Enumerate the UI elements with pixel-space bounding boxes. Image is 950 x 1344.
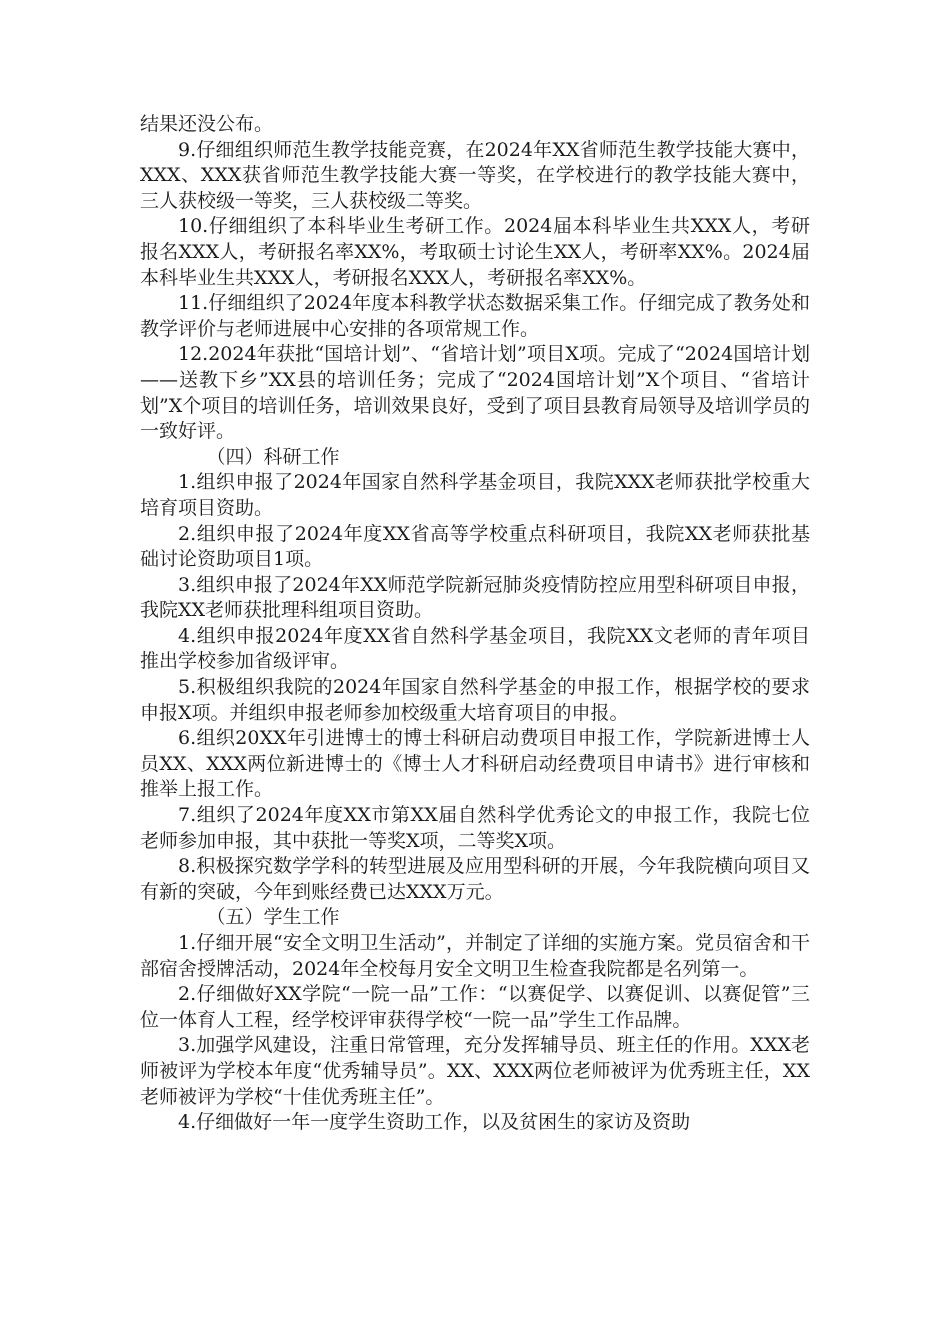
paragraph-research-8: 8.积极探究数学学科的转型进展及应用型科研的开展，今年我院横向项目又有新的突破，今年到账经费已达XXX万元。 xyxy=(140,855,810,903)
section-heading-student-work: （五）学生工作 xyxy=(206,906,340,929)
paragraph-student-4: 4.仔细做好一年一度学生资助工作，以及贫困生的家访及资助 xyxy=(178,1111,691,1134)
document-body xyxy=(140,112,810,1136)
paragraph-research-1: 1.组织申报了2024年国家自然科学基金项目，我院XXX老师获批学校重大培育项目资助。 xyxy=(140,471,810,519)
paragraph-research-2: 2.组织申报了2024年度XX省高等学校重点科研项目，我院XX老师获批基础讨论资助项目1项。 xyxy=(140,522,810,571)
paragraph-student-2: 2.仔细做好XX学院“一院一品”工作：“以赛促学、以赛促训、以赛促管”三位一体育人工程，经学校评审获得学校“一院一品”学生工作品牌。 xyxy=(140,983,810,1031)
paragraph-research-7: 7.组织了2024年度XX市第XX届自然科学优秀论文的申报工作，我院七位老师参加申报，其中获批一等奖X项，二等奖X项。 xyxy=(140,804,810,852)
paragraph-item-12: 12.2024年获批“国培计划”、“省培计划”项目X项。完成了“2024国培计划——送教下乡”XX县的培训任务；完成了“2024国培计划”X个项目、“省培计划”X个项目的培训任务，培训效果良好，受到了项目县教育局领导及培训学员的一致好评。 xyxy=(140,343,810,443)
paragraph-research-6: 6.组织20XX年引进博士的博士科研启动费项目申报工作，学院新进博士人员XX、XXX两位新进博士的《博士人才科研启动经费项目申请书》进行审核和推举上报工作。 xyxy=(140,727,810,801)
paragraph-research-5: 5.积极组织我院的2024年国家自然科学基金的申报工作，根据学校的要求申报X项。并组织申报老师参加校级重大培育项目的申报。 xyxy=(140,676,810,724)
paragraph-item-9: 9.仔细组织师范生教学技能竞赛，在2024年XX省师范生教学技能大赛中，XXX、XXX获省师范生教学技能大赛一等奖，在学校进行的教学技能大赛中，三人获校级一等奖，三人获校级二等奖。 xyxy=(140,138,810,212)
paragraph-item-11: 11.仔细组织了2024年度本科教学状态数据采集工作。仔细完成了教务处和教学评价与老师进展中心安排的各项常规工作。 xyxy=(140,292,810,340)
section-heading-research: （四）科研工作 xyxy=(206,445,340,468)
paragraph-item-10: 10.仔细组织了本科毕业生考研工作。2024届本科毕业生共XXX人，考研报名XXX人，考研报名率XX%，考取硕士讨论生XX人，考研率XX%。2024届本科毕业生共XXX人，考研报名XXX人，考研报名率XX%。 xyxy=(140,215,810,289)
paragraph-research-4: 4.组织申报2024年度XX省自然科学基金项目，我院XX文老师的青年项目推出学校参加省级评审。 xyxy=(140,624,810,673)
paragraph-student-3: 3.加强学风建设，注重日常管理，充分发挥辅导员、班主任的作用。XXX老师被评为学校本年度“优秀辅导员”。XX、XXX两位老师被评为优秀班主任，XX老师被评为学校“十佳优秀班主任”。 xyxy=(140,1034,810,1108)
paragraph-student-1: 1.仔细开展“安全文明卫生活动”，并制定了详细的实施方案。党员宿舍和干部宿舍授牌活动，2024年全校每月安全文明卫生检查我院都是名列第一。 xyxy=(140,932,810,980)
paragraph-continuation: 结果还没公布。 xyxy=(140,113,274,135)
paragraph-research-3: 3.组织申报了2024年XX师范学院新冠肺炎疫情防控应用型科研项目申报，我院XX老师获批理科组项目资助。 xyxy=(140,573,810,622)
